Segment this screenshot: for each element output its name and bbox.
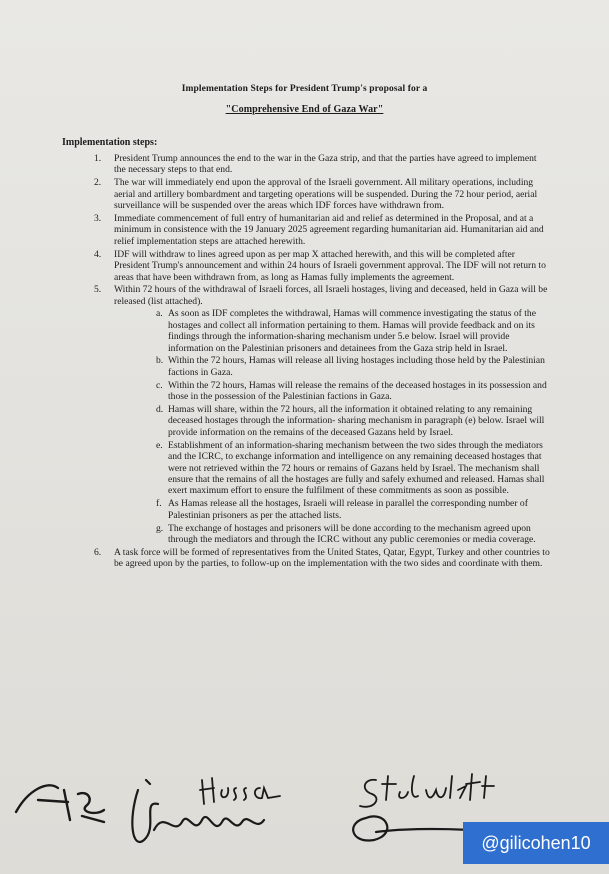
sub-list-item: [156, 440, 550, 497]
sub-item-text: The exchange of hostages and prisoners will be done according to the mechanism agreed upon through the mediators and through the ICRC without any public ceremonies or media coverage.: [168, 522, 536, 545]
list-item: [94, 177, 550, 211]
item-number: 2.: [94, 177, 102, 189]
item-text: IDF will withdraw to lines agreed upon as per map X attached herewith, and this will be completed after President Trump's announcement and within 24 hours of Israeli government approval. The IDF will not return to areas that have been withdrawn from, as long as Hamas fully implements the agreement.: [114, 248, 546, 283]
sub-item-text: As soon as IDF completes the withdrawal, Hamas will commence investigating the status of the hostages and collect all information pertaining to them. Hamas will provide feedback and on its findings through the information-sharing mechanism under 5.e below. Israel will provide information on the Palestinian prisoners and detainees from the Gaza strip held in Israel.: [168, 308, 536, 354]
sub-item-text: Within the 72 hours, Hamas will release all living hostages including those held by the Palestinian factions in Gaza.: [168, 355, 545, 378]
watermark-handle: @gilicohen10: [463, 822, 609, 864]
sub-item-text: As Hamas release all the hostages, Israeli will release in parallel the corresponding number of Palestinian prisoners as per the attached lists.: [168, 498, 528, 521]
sub-list-item: [156, 308, 550, 354]
sub-item-text: Hamas will share, within the 72 hours, all the information it obtained relating to any remaining deceased hostages through the information- sharing mechanism in paragraph (e) below. Israel will provide information on the remains of the deceased Gazans held by Israel.: [168, 404, 545, 438]
sub-list-item: [156, 404, 550, 438]
item-text: A task force will be formed of representatives from the United States, Qatar, Egypt, Turkey and other countries to be agreed upon by the parties, to follow-up on the implementation with the two sides and coordinate with them.: [114, 546, 550, 570]
item-number: 1.: [94, 153, 102, 164]
sub-list-item: [156, 355, 550, 378]
document-title: Implementation Steps for President Trump's proposal for a: [181, 84, 428, 94]
item-number: 4.: [94, 248, 102, 260]
signature-center: [118, 770, 288, 860]
item-number: 3.: [94, 213, 102, 225]
item-text: Within 72 hours of the withdrawal of Israeli forces, all Israeli hostages, living and deceased, held in Gaza will be released (list attached).: [114, 284, 548, 307]
signature-left: [8, 760, 118, 830]
signature-hussa: [196, 774, 286, 810]
sub-item-letter: f.: [156, 498, 162, 510]
sub-item-text: Establishment of an information-sharing mechanism between the two sides through the mediators and the ICRC, to exchange information and intelligence on any remaining deceased hostages that were not retrieved within the 72 hours or remains of Gazans held by Israel. The mechanism shall ensure that the remains of all the hostages are fully and safely exhumed and released. Hamas shall exert maximum effort to ensure the fulfilment of these commitments as soon as possible.: [168, 439, 545, 497]
item-number: 6.: [94, 546, 102, 558]
document-subtitle: "Comprehensive End of Gaza War": [225, 104, 384, 115]
sub-list-item: [156, 523, 550, 546]
sub-item-letter: b.: [156, 355, 164, 367]
sub-item-letter: g.: [156, 522, 164, 534]
item-text: Immediate commencement of full entry of humanitarian aid and relief as determined in the Proposal, and at a minimum in consistence with the 19 January 2025 agreement regarding humanitarian aid. Humanitarian aid and relief implementation steps are attached herewith.: [114, 213, 544, 247]
list-item: [94, 284, 550, 545]
list-item: [94, 153, 550, 176]
sub-item-letter: e.: [156, 439, 163, 451]
implementation-steps-list: [94, 153, 550, 571]
item-number: 5.: [94, 284, 102, 296]
sub-item-letter: d.: [156, 404, 164, 416]
sub-item-letter: c.: [156, 379, 163, 391]
sub-list-item: [156, 498, 550, 521]
sub-item-letter: a.: [156, 308, 163, 320]
sub-list: [156, 308, 550, 545]
sub-item-text: Within the 72 hours, Hamas will release the remains of the deceased hostages in its possession and those in the possession of the Palestinian factions in Gaza.: [168, 379, 547, 403]
sub-list-item: [156, 380, 550, 403]
item-text: The war will immediately end upon the approval of the Israeli government. All military operations, including aerial and artillery bombardment and targeting operations will be suspended. During the 72 hour period, aerial surveillance will be suspended over the areas which IDF forces have withdrawn from.: [114, 177, 538, 212]
section-heading: Implementation steps:: [62, 137, 158, 148]
list-item: [94, 547, 550, 570]
list-item: [94, 249, 550, 283]
item-text: President Trump announces the end to the war in the Gaza strip, and that the parties have agreed to implement the necessary steps to that end.: [114, 153, 537, 176]
list-item: [94, 213, 550, 247]
